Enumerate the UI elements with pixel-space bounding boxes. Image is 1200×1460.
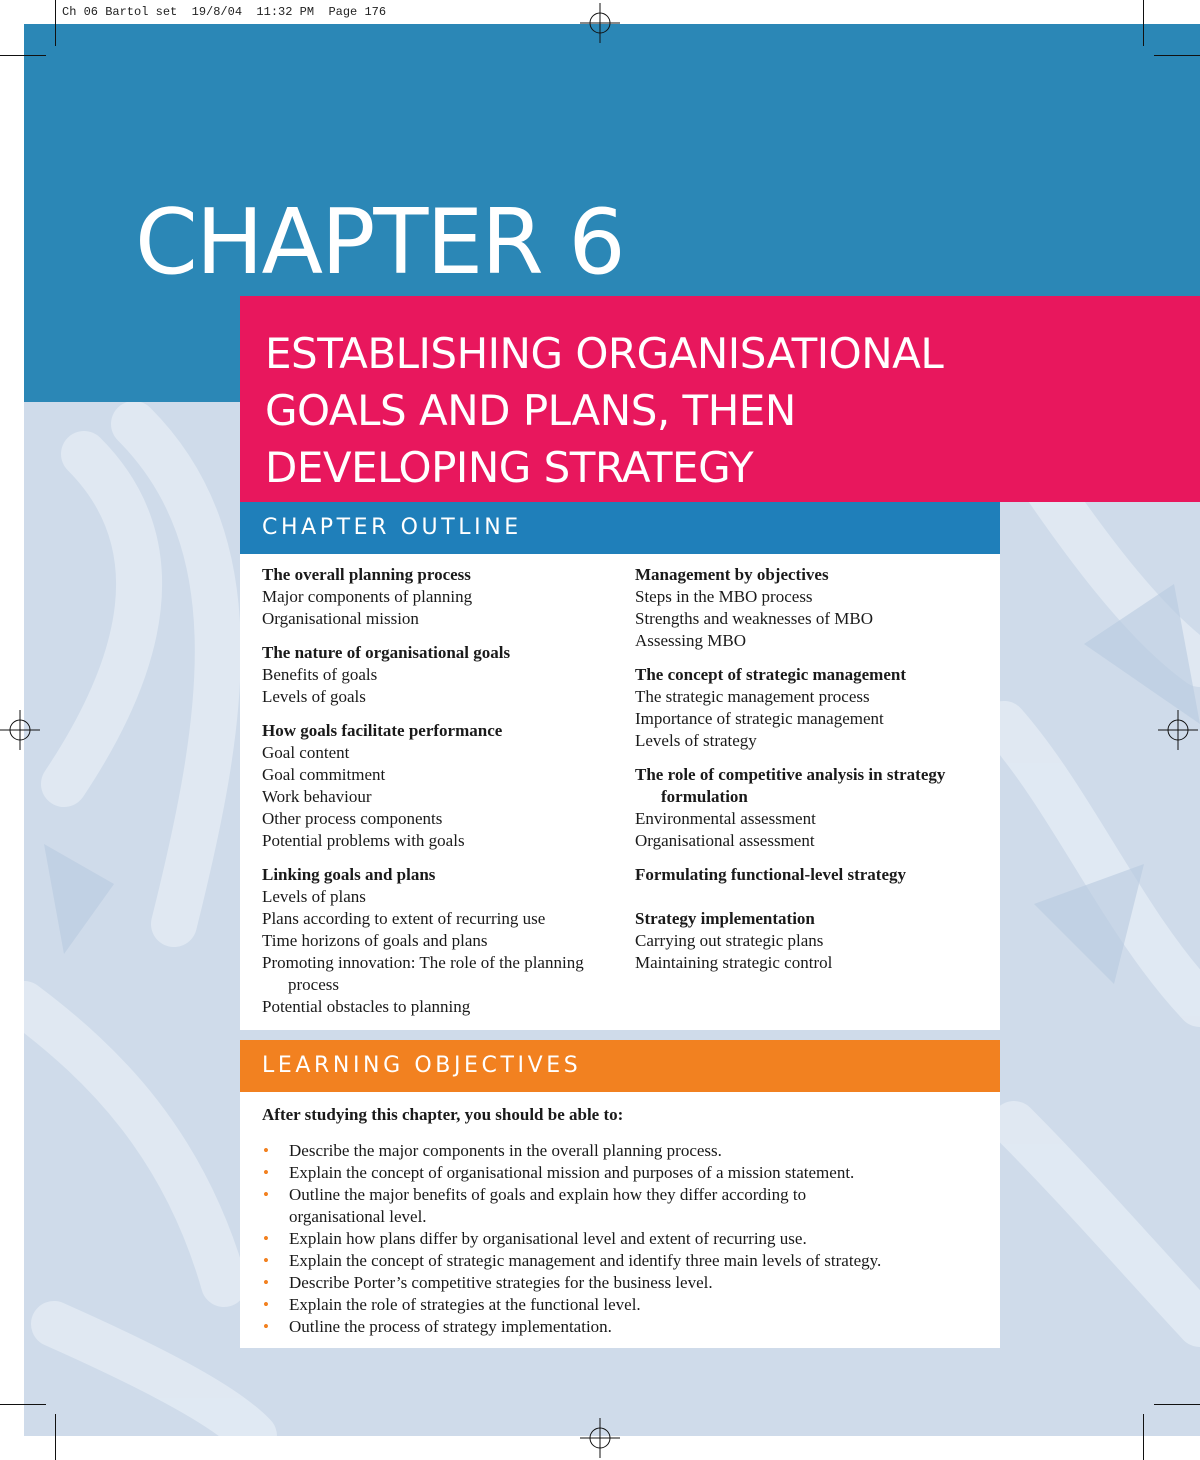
bullet-icon: •	[263, 1251, 269, 1270]
outline-group	[262, 720, 622, 852]
bullet-icon: •	[263, 1295, 269, 1314]
outline-item: Other process components	[262, 809, 443, 828]
chapter-title-line: DEVELOPING STRATEGY	[265, 443, 754, 492]
outline-item: Promoting innovation: The role of the planning process	[262, 953, 584, 994]
outline-item: Potential obstacles to planning	[262, 997, 471, 1016]
outline-left-column	[262, 564, 622, 1030]
outline-item: Strengths and weaknesses of MBO	[635, 609, 873, 628]
outline-item: Importance of strategic management	[635, 709, 884, 728]
chapter-title	[265, 325, 1165, 496]
objectives-list	[262, 1140, 992, 1338]
outline-item: Carrying out strategic plans	[635, 931, 824, 950]
bullet-icon: •	[263, 1163, 269, 1182]
outline-group-heading: The role of competitive analysis in strategy formulation	[635, 765, 946, 806]
chapter-label: CHAPTER 6	[135, 190, 624, 295]
outline-group-heading: The nature of organisational goals	[262, 643, 511, 662]
outline-group-heading: How goals facilitate performance	[262, 721, 503, 740]
outline-item: Time horizons of goals and plans	[262, 931, 488, 950]
outline-item: Work behaviour	[262, 787, 372, 806]
crop-mark	[55, 1414, 56, 1460]
outline-group	[635, 864, 990, 886]
objective-text: Outline the process of strategy implementation.	[289, 1317, 612, 1336]
objectives-heading: LEARNING OBJECTIVES	[262, 1053, 582, 1078]
objective-text: Explain the role of strategies at the functional level.	[289, 1295, 641, 1314]
crop-mark	[0, 55, 46, 56]
objective-item	[262, 1250, 992, 1272]
crop-mark	[1143, 1414, 1144, 1460]
bullet-icon: •	[263, 1317, 269, 1336]
chapter-title-line: GOALS AND PLANS, THEN	[265, 386, 796, 435]
outline-group	[635, 764, 990, 852]
outline-right-column	[635, 564, 990, 986]
outline-item: Goal commitment	[262, 765, 386, 784]
objective-text: Outline the major benefits of goals and explain how they differ according to organisational level.	[289, 1185, 807, 1226]
objective-item	[262, 1184, 889, 1228]
bullet-icon: •	[263, 1141, 269, 1160]
outline-item: The strategic management process	[635, 687, 870, 706]
bullet-icon: •	[263, 1185, 269, 1204]
outline-group	[262, 564, 622, 630]
outline-group-heading: Management by objectives	[635, 565, 829, 584]
objective-item	[262, 1228, 992, 1250]
outline-item: Levels of goals	[262, 687, 366, 706]
crop-mark	[1154, 1404, 1200, 1405]
outline-item: Benefits of goals	[262, 665, 378, 684]
outline-group-heading: Linking goals and plans	[262, 865, 436, 884]
objective-item	[262, 1316, 992, 1338]
registration-mark-icon	[580, 3, 620, 43]
objective-item	[262, 1294, 992, 1316]
outline-group-heading: The overall planning process	[262, 565, 471, 584]
objective-text: Describe the major components in the overall planning process.	[289, 1141, 722, 1160]
outline-group	[635, 564, 990, 652]
outline-group-heading: Strategy implementation	[635, 909, 815, 928]
outline-group	[262, 642, 622, 708]
outline-item: Environmental assessment	[635, 809, 816, 828]
outline-item: Assessing MBO	[635, 631, 746, 650]
crop-mark	[1143, 0, 1144, 46]
objective-item	[262, 1140, 992, 1162]
objective-text: Explain the concept of strategic management and identify three main levels of strategy.	[289, 1251, 882, 1270]
objectives-intro: After studying this chapter, you should be able to:	[262, 1105, 624, 1124]
outline-group-heading: Formulating functional-level strategy	[635, 865, 907, 884]
outline-item: Major components of planning	[262, 587, 473, 606]
outline-heading: CHAPTER OUTLINE	[262, 515, 522, 540]
printer-slug: Ch 06 Bartol set 19/8/04 11:32 PM Page 176	[62, 5, 387, 19]
outline-item: Plans according to extent of recurring use	[262, 909, 546, 928]
outline-item: Levels of strategy	[635, 731, 757, 750]
registration-mark-icon	[580, 1418, 620, 1458]
crop-mark	[1154, 55, 1200, 56]
outline-item: Potential problems with goals	[262, 831, 465, 850]
outline-item: Organisational assessment	[635, 831, 815, 850]
outline-group	[635, 908, 990, 974]
outline-item: Goal content	[262, 743, 350, 762]
outline-group	[635, 664, 990, 752]
bullet-icon: •	[263, 1273, 269, 1292]
objective-text: Describe Porter’s competitive strategies for the business level.	[289, 1273, 713, 1292]
outline-item: Maintaining strategic control	[635, 953, 833, 972]
chapter-title-line: ESTABLISHING ORGANISATIONAL	[265, 329, 944, 378]
bullet-icon: •	[263, 1229, 269, 1248]
objective-text: Explain how plans differ by organisational level and extent of recurring use.	[289, 1229, 807, 1248]
crop-mark	[55, 0, 56, 46]
registration-mark-icon	[1158, 710, 1198, 750]
objective-item	[262, 1272, 992, 1294]
outline-group-heading: The concept of strategic management	[635, 665, 906, 684]
outline-group	[262, 864, 622, 1018]
objective-text: Explain the concept of organisational mission and purposes of a mission statement.	[289, 1163, 855, 1182]
objective-item	[262, 1162, 992, 1184]
outline-item: Steps in the MBO process	[635, 587, 813, 606]
crop-mark	[0, 1404, 46, 1405]
registration-mark-icon	[0, 710, 40, 750]
outline-item: Organisational mission	[262, 609, 419, 628]
outline-item: Levels of plans	[262, 887, 366, 906]
